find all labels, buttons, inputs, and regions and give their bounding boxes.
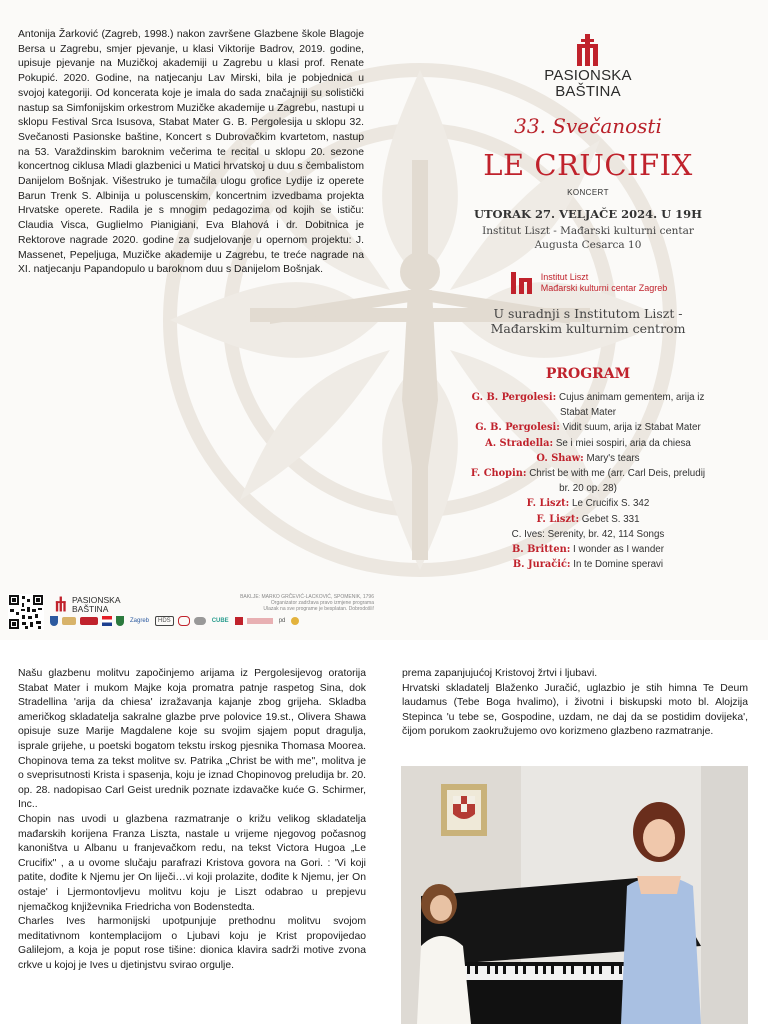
logo-line-2: BAŠTINA [555,83,621,100]
program-heading: PROGRAM [545,366,631,382]
program-composer: O. Shaw: [536,452,584,464]
sponsor-logo-icon [62,617,76,625]
edition-label: 33. Svečanosti [514,114,662,138]
program-work: Vidit suum, arija iz Stabat Mater [559,422,701,434]
program-item [470,390,706,420]
sponsor-cube: CUBE [211,618,229,624]
partner-subname: Mađarski kulturni centar Zagreb [540,283,668,293]
footer-wordmark [72,596,121,614]
partner-logo [470,270,706,296]
program-composer: F. Chopin: [470,468,527,480]
footer-note-line-1: BAKLJE: MARKO GRČEVIĆ-LACKOVIĆ, SPOMENIK, 1796 [240,594,374,600]
article-paragraph: prema zapanjujućoj Kristovoj žrtvi i ljubavi. [402,668,598,679]
sponsor-pd: pd [278,618,286,624]
program-item [470,527,706,542]
croatian-coat-of-arms-frame [441,784,487,836]
article-column-right [402,667,748,740]
program-work: C. Ives: Serenity, br. 42, 114 Songs [511,528,665,540]
program-composer: B. Britten: [512,544,571,556]
concert-date: UTORAK 27. VELJAČE 2024. U 19H [473,207,703,221]
program-work: In te Domine speravi [570,559,664,571]
program-work: Christ be with me (arr. Carl Deis, preludij br. 20 op. 28) [526,468,706,495]
program-composer: G. B. Pergolesi: [471,392,557,403]
concert-subtitle: KONCERT [567,188,609,197]
footer-logos [8,594,378,634]
sponsor-logo-icon [291,617,299,625]
program-item [470,420,706,435]
program-composer: F. Liszt: [536,513,580,525]
footer-logo-icon [54,596,68,612]
program-list [470,390,706,572]
sponsor-zagreb: Zagreb [130,618,150,624]
article-paragraph: Chopin nas uvodi u glazbena razmatranje o križu velikog skladatelja mađarskih korijena Franza Liszta, nastale u vrijeme njegovog počasnog kanoništva u Albanu u franjevačkom redu, na tekst Victora Hugoa „Le Crucifix" , a u ovome slučaju parafrazi Kristova govora na Gori. : 'Vi koji patite, dođite k Njemu jer On liječi…vi koji prolazite, dođite k Njemu, jer On ostaje' i Ljermontovljevu molitvu koju je Liszt odabrao u prepjevu njemačkog književnika Friedricha von Bodenstedta. [18,813,366,913]
coat-of-arms-icon [50,616,58,626]
sponsor-logo-icon [178,616,190,626]
collaboration-note [470,306,706,336]
sponsor-logo-icon [80,617,98,625]
venue-name: Institut Liszt - Mađarski kulturni centar [482,225,694,237]
pasionska-bastina-logo-icon [573,34,603,66]
partner-name: Institut Liszt [540,272,589,282]
footer-note-line-3: Ulazak na sve programe je besplatan. Dobrodošli! [263,606,374,612]
footer-logo-line-1: PASIONSKA [72,595,121,605]
footer-logo-line-2: BAŠTINA [72,604,109,614]
logo-wordmark [470,68,706,100]
liszt-institute-logo-icon [509,270,535,296]
concert-title: LE CRUCIFIX [483,148,693,182]
performers-photo [401,766,748,1024]
qr-code-icon [8,594,44,630]
program-item [470,557,706,572]
footer-note-line-2: Organizator zadržava pravo izmjene programa [270,600,374,606]
partner-name-block [541,272,668,294]
program-item [470,542,706,557]
coat-of-arms-icon [116,616,124,626]
program-item [470,512,706,527]
program-work: Le Crucifix S. 342 [569,498,650,510]
program-work: I wonder as I wander [570,544,664,556]
sponsor-hds: HDS [155,616,174,626]
program-item [470,496,706,511]
liszt-small-logo-icon [235,617,243,625]
collaboration-line-2: Mađarskim kulturnim centrom [490,321,686,336]
logo-line-1: PASIONSKA [544,67,632,84]
program-composer: G. B. Pergolesi: [475,422,560,434]
article-paragraph: Našu glazbenu molitvu započinjemo arijama iz Pergolesijevog oratorija Stabat Mater i mukom Majke koja promatra patnje raspetog Sina, dok Stradellina 'arija da chiesa' izražavanja kajanje zbog grijeha. Skladba američkog skladatelja sakralne glazbe prve polovice 19.st., Olivera Shawa opisuje suze Marije Magdalene koje su svojim sjajem poput dragulja, isprale grijehe, u poetski bogatom tekstu irskog pjesnika Thomasa Moorea. Chopinova tema za tekst molitve sv. Patrika „Christ be with me", molitva je o sveprisutnosti Krista i spasenja, koju je iznad Chopinovog preludija br. 20. op. 28. nadopisao Carl Geist urednik poznate izdavačke kuće G. Schirmer, Inc.. [18,668,366,811]
program-work: Mary's tears [583,452,640,464]
sponsor-logo-icon [247,618,273,624]
program-work: Cujus animam gementem, arija iz Stabat Mater [556,392,705,419]
program-composer: F. Liszt: [526,498,570,510]
venue [470,224,706,252]
program-composer: A. Stradella: [485,437,554,449]
article-column-left [18,667,366,973]
article-paragraph: Charles Ives harmonijski upotpunjuje prethodnu molitvu svojom meditativnom kontemplacijom o Ljubavi koju je Krist propovijedao Galilejom, a koja je poput rose tišine: dionica klavira sadrži motive zvona crkve u kojoj je Ives u djetinjstvu svirao orgulje. [18,916,366,971]
program-item [470,436,706,451]
venue-address: Augusta Cesarca 10 [534,239,642,251]
sponsor-logo-icon [194,617,206,625]
singer-biography: Antonija Žarković (Zagreb, 1998.) nakon završene Glazbene škole Blagoje Bersa u Zagrebu, smjer pjevanje, u klasi Viktorije Badrov, 2019. godine, upisuje pjevanje na Muzičkoj akademiji u Zagrebu u klasi prof. Renate Pokupić. 2020. Godine, na natjecanju Lav Mirski, bila je pobjednica u svojoj kategoriji. Od koncerata koje je imala do sada značajniji su solistički nastup sa Simfonijskim orkestrom Muzičke akademije u Zagrebu, nastupi u sklopu Festival Srca Isusova, Stabat Mater G. B. Pergolesija u sklopu 32. Svečanosti Pasionske baštine, Koncert s Dubrovačkim kvartetom, nastup na 53. Varaždinskim baroknim večerima te recital u sklopu 20. sezone koncertnog ciklusa Mladi glazbenici u Matici hrvatskoj u duu s čembalistom Danijelom Bošnjak. Višestruko je tumačila ulogu grofice Lydije iz operete Barun Trenk S. Albinija u poluscenskim, koncertnim izvedbama projekta Hrvatske operete. Radila je s mnogim pedagozima od kojih se ističu: Claudia Visca, Guglielmo Pianigiani, Eva Blahová i dr. Dobitnica je Rektorove nagrade 2020. godine za sudjelovanje u opernom projektu: J. Massenet, Pepeljuga, Muzičke akademije u Zagrebu, te treće nagrade na XI. natjecanju Papandopulo u baroknom duu s Danijelom Bošnjak. [18,29,364,276]
footer-note [204,594,374,612]
collaboration-line-1: U suradnji s Institutom Liszt - [493,306,683,321]
article-paragraph: Hrvatski skladatelj Blaženko Juračić, uglazbio je stih himna Te Deum laudamus (Tebe Boga hvalimo), i životni i biskupski moto bl. Alojzija Stepinca 'u tebe se, Gospodine, uzdam, ne daj da se postidim dovijeka', čijom porukom zaokružujemo ovo korizmeno glazbeno razmatranje. [402,682,748,738]
program-composer: B. Juračić: [512,559,571,571]
program-item [470,451,706,466]
sponsor-logos [50,616,299,626]
croatia-flag-icon [102,616,112,626]
event-info [470,34,706,572]
program-item [470,466,706,496]
program-work: Se i miei sospiri, aria da chiesa [553,437,691,449]
program-work: Gebet S. 331 [579,513,640,525]
